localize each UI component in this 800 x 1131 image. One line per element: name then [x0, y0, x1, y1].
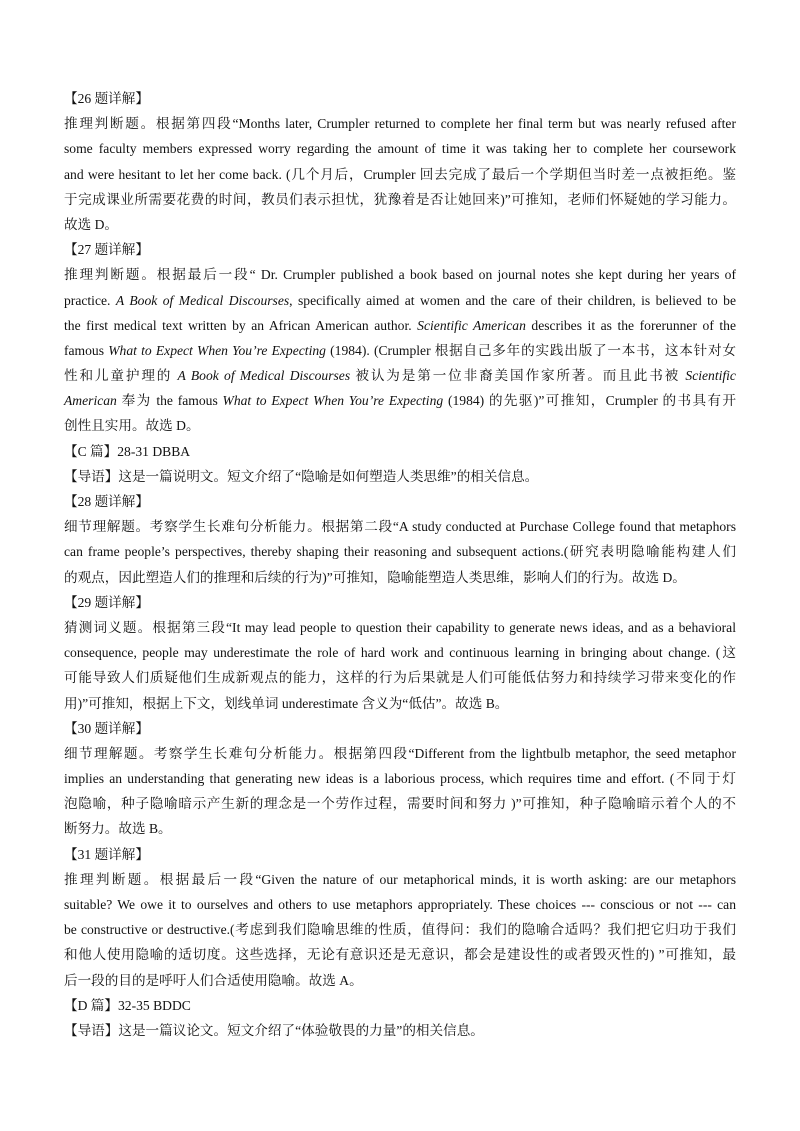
- paragraph-line: [64, 136, 736, 161]
- paragraph-line: [64, 741, 736, 766]
- paragraph-line: [64, 942, 736, 967]
- body-text: , specifically aimed at women and the care of their children, is believed to be: [289, 292, 736, 308]
- paragraph-line: [64, 413, 736, 438]
- section-heading: 【30 题详解】: [64, 720, 149, 736]
- body-text: 泡隐喻，种子隐喻暗示产生新的理念是一个劳作过程，需要时间和努力 )”可推知，种子隐喻暗示着个人的不: [64, 796, 736, 812]
- body-text: 用)”可推知，根据上下文，划线单词 underestimate 含义为“低估”。故选 B。: [64, 695, 509, 711]
- italic-title-text: What to Expect When You’re Expecting: [222, 393, 444, 409]
- italic-title-text: What to Expect When You’re Expecting: [108, 342, 326, 358]
- body-text: consequence, people may underestimate the role of hard work and continuous learning in bringing about change. (这: [64, 645, 736, 661]
- body-text: 性和儿童护理的: [64, 368, 178, 384]
- section-heading: 【31 题详解】: [64, 846, 149, 862]
- body-text: 推理判断题。根据第四段“Months later, Crumpler returned to complete her final term but was nearly refused after: [64, 116, 736, 132]
- paragraph-line: [64, 313, 736, 338]
- paragraph-line: [64, 363, 736, 388]
- body-text: be constructive or destructive.(考虑到我们隐喻思维的性质，值得问：我们的隐喻合适吗？我们把它归功于我们: [64, 922, 736, 938]
- paragraph-line: [64, 917, 736, 942]
- paragraph-line: [64, 338, 736, 363]
- body-text: 细节理解题。考察学生长难句分析能力。根据第四段“Different from the lightbulb metaphor, the seed metaphor: [64, 745, 736, 761]
- paragraph-line: [64, 187, 736, 212]
- section-heading: 【29 题详解】: [64, 594, 149, 610]
- paragraph-line: [64, 968, 736, 993]
- paragraph-line: [64, 791, 736, 816]
- paragraph-line: [64, 288, 736, 313]
- body-text: 推理判断题。根据最后一段“Given the nature of our metaphorical minds, it is worth asking: are our metaphors: [64, 871, 736, 887]
- body-text: some faculty members expressed worry regarding the amount of time it was taking her to complete her coursework: [64, 141, 736, 157]
- section-heading: 【27 题详解】: [64, 242, 149, 258]
- body-text: describes it as the forerunner of the: [525, 317, 736, 333]
- body-text: 创性且实用。故选 D。: [64, 418, 200, 434]
- body-text: 于完成课业所需要花费的时间，教员们表示担忧，犹豫着是否让她回来)”可推知，老师们怀疑她的学习能力。: [64, 191, 736, 207]
- body-text: (1984). (Crumpler 根据自己多年的实践出版了一本书，这本针对女: [325, 342, 736, 358]
- paragraph-line: [64, 539, 736, 564]
- paragraph-line: [64, 665, 736, 690]
- italic-title-text: A Book of Medical Discourses: [115, 292, 290, 308]
- body-text: the first medical text written by an African American author.: [64, 317, 418, 333]
- body-text: 被认为是第一位非裔美国作家所著。而且此书被: [350, 368, 686, 384]
- body-text: 后一段的目的是呼吁人们合适使用隐喻。故选 A。: [64, 972, 363, 988]
- section-heading: 【26 题详解】: [64, 91, 149, 106]
- italic-title-text: Scientific: [685, 368, 736, 384]
- section-heading: 【导语】这是一篇说明文。短文介绍了“隐喻是如何塑造人类思维”的相关信息。: [64, 468, 539, 484]
- body-text: 奉为 the famous: [116, 393, 223, 409]
- section-heading: 【D 篇】32-35 BDDC: [64, 997, 191, 1013]
- paragraph-line: [64, 867, 736, 892]
- section-heading: 【28 题详解】: [64, 494, 149, 509]
- body-text: 故选 D。: [64, 216, 118, 232]
- body-text: 推理判断题。根据最后一段“ Dr. Crumpler published a book based on journal notes she kept during her years of: [64, 267, 736, 283]
- body-text: 和他人使用隐喻的适切度。这些选择，无论有意识还是无意识，都会是建设性的或者毁灭性的) ”可推知，最: [64, 947, 736, 963]
- body-text: (1984) 的先驱)”可推知，Crumpler 的书具有开: [443, 393, 736, 409]
- body-text: suitable? We owe it to ourselves and others to use metaphors appropriately. These choices --- conscious or not --- can: [64, 897, 736, 912]
- section-heading: 【C 篇】28-31 DBBA: [64, 443, 191, 459]
- paragraph-line: [64, 565, 736, 590]
- paragraph-line: [64, 892, 736, 917]
- body-text: 的观点，因此塑造人们的推理和后续的行为)”可推知，隐喻能塑造人类思维，影响人们的行为。故选 D。: [64, 569, 686, 585]
- body-text: implies an understanding that generating new ideas is a laborious process, which requires time and effort. (不同于灯: [64, 771, 736, 787]
- body-text: 可能导致人们质疑他们生成新观点的能力，这样的行为后果就是人们可能低估努力和持续学习带来变化的作: [64, 670, 736, 686]
- italic-title-text: Scientific American: [417, 317, 526, 333]
- body-text: practice.: [64, 292, 116, 308]
- section-heading: 【导语】这是一篇议论文。短文介绍了“体验敬畏的力量”的相关信息。: [64, 1022, 484, 1038]
- italic-title-text: American: [64, 393, 117, 409]
- paragraph-line: [64, 388, 736, 413]
- paragraph-line: [64, 111, 736, 136]
- document-page: [64, 86, 736, 1043]
- body-text: 断努力。故选 B。: [64, 821, 172, 837]
- paragraph-line: [64, 212, 736, 237]
- body-text: 细节理解题。考察学生长难句分析能力。根据第二段“A study conducted at Purchase College found that metaphors: [64, 519, 736, 535]
- paragraph-line: [64, 766, 736, 791]
- paragraph-line: [64, 691, 736, 716]
- paragraph-line: [64, 816, 736, 841]
- body-text: can frame people’s perspectives, thereby shaping their reasoning and subsequent actions.(研究表明隐喻能构建人们: [64, 544, 736, 560]
- paragraph-line: [64, 262, 736, 287]
- paragraph-line: [64, 162, 736, 187]
- paragraph-line: [64, 615, 736, 640]
- body-text: 猜测词义题。根据第三段“It may lead people to question their capability to generate news ideas, and as a behavioral: [64, 619, 736, 635]
- body-text: and were hesitant to let her come back. (几个月后，Crumpler 回去完成了最后一个学期但当时差一点被拒绝。鉴: [64, 166, 736, 182]
- body-text: famous: [64, 342, 109, 358]
- italic-title-text: A Book of Medical Discourses: [177, 368, 351, 384]
- paragraph-line: [64, 514, 736, 539]
- paragraph-line: [64, 640, 736, 665]
